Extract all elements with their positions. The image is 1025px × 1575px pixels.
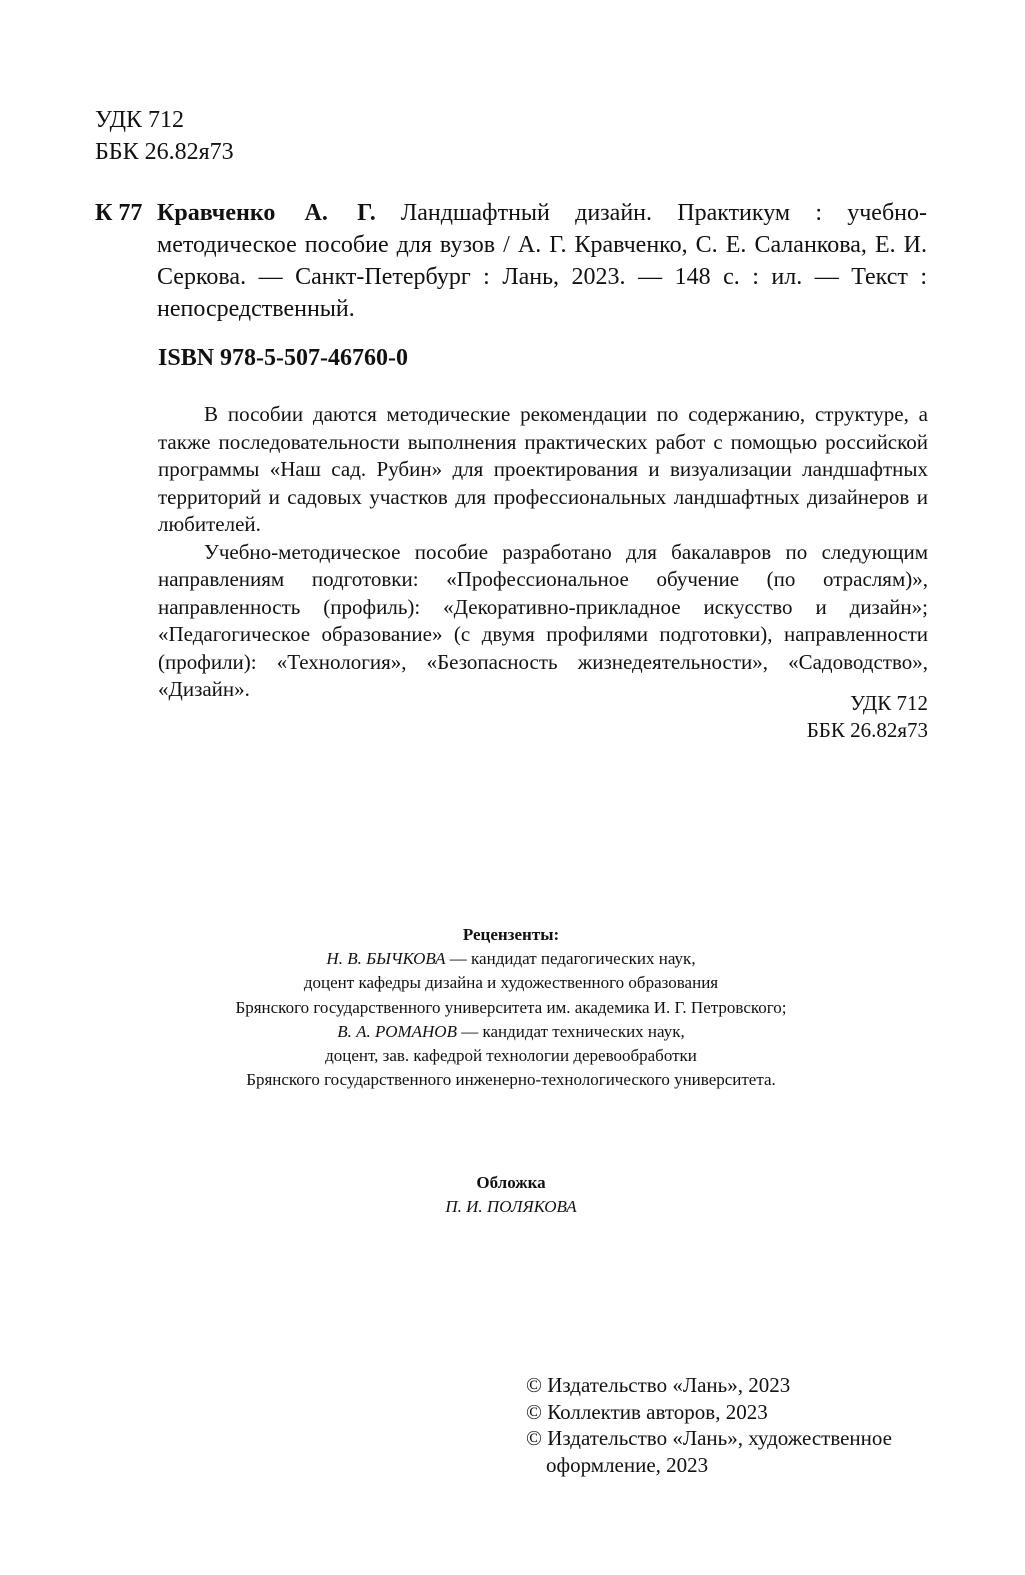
reviewer-2-affiliation: Брянского государственного инженерно-технологического университета. [246,1070,776,1090]
reviewers-heading: Рецензенты: [462,925,560,944]
bbk-code-bottom: ББК 26.82я73 [806,718,928,742]
reviewer-2-degree: — кандидат технических наук, [456,1021,685,1041]
reviewer-1-affiliation: Брянского государственного университета им. академика И. Г. Петровского; [235,997,787,1017]
udk-code-top: УДК 712 [95,107,184,133]
top-classification-codes [95,104,234,168]
bbk-code-top: ББК 26.82я73 [95,139,234,165]
udk-code-bottom: УДК 712 [850,691,928,715]
copyright-line-2: © Коллектив авторов, 2023 [526,1399,768,1424]
copyright-line-3: © Издательство «Лань», художественное [526,1426,892,1450]
author-code: К 77 [95,200,143,226]
reviewer-1-position: доцент кафедры дизайна и художественного образования [303,973,719,993]
reviewer-1-name: Н. В. БЫЧКОВА [326,949,446,969]
reviewer-2-line-1 [95,1020,927,1044]
reviewer-1-line-1 [95,947,927,971]
annotation-paragraph-2: Учебно-методическое пособие разработано для бакалавров по следующим направлениям подготовки: «Профессиональное обучение (по отраслям)», направленность (профиль): «Декоративно-прикладное искусство и дизайн»; «Педагогическое образование» (с двумя профилями подготовки), направленности (профили): «Технология», «Безопасность жизнедеятельности», «Садоводство», «Дизайн». [158,539,928,701]
annotation [158,401,928,704]
author-name: Кравченко А. Г. [157,200,376,226]
cover-heading: Обложка [476,1173,546,1192]
reviewer-1-degree: — кандидат педагогических наук, [445,949,696,969]
bibliographic-description [157,197,927,325]
isbn: ISBN 978-5-507-46760-0 [158,345,408,371]
copyright-line-4: оформление, 2023 [546,1452,709,1477]
cover-designer-name: П. И. ПОЛЯКОВА [445,1197,577,1216]
reviewer-2-position: доцент, зав. кафедрой технологии деревообработки [325,1046,697,1066]
bibliographic-record [95,197,927,325]
description-text: Ландшафтный дизайн. Практикум : учебно-методическое пособие для вузов / А. Г. Кравченко, С. Е. Саланкова, Е. И. Серкова. — Санкт-Петербург : Лань, 2023. — 148 с. : ил. — Текст : непосредственный. [157,200,927,322]
copyright-line-1: © Издательство «Лань», 2023 [526,1373,791,1397]
cover-credit [95,1171,927,1219]
reviewer-2-name: В. А. РОМАНОВ [337,1021,457,1041]
annotation-paragraph-1: В пособии даются методические рекомендации по содержанию, структуре, а также последовательности выполнения практических работ с помощью российской программы «Наш сад. Рубин» для проектирования и визуализации ландшафтных территорий и садовых участков для профессиональных ландшафтных дизайнеров и любителей. [158,402,928,536]
bottom-classification-codes [807,690,928,744]
copyright-section [526,1372,926,1478]
reviewers-section [95,923,927,1092]
